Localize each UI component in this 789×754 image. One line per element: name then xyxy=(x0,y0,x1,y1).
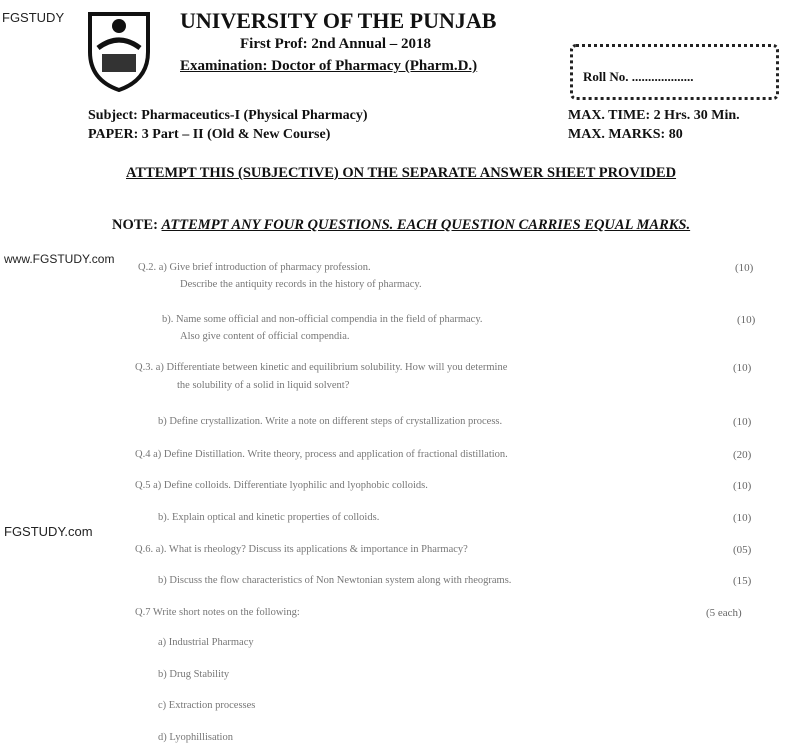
question-marks: (10) xyxy=(733,416,752,428)
max-marks: MAX. MARKS: 80 xyxy=(568,127,683,142)
watermark: www.FGSTUDY.com xyxy=(4,252,115,266)
question-text: b). Name some official and non-official compendia in the field of pharmacy. xyxy=(162,314,483,325)
question-text: b). Explain optical and kinetic properties of colloids. xyxy=(158,512,380,523)
question-text: Also give content of official compendia. xyxy=(180,331,350,342)
note xyxy=(112,217,690,234)
question-marks: (5 each) xyxy=(706,607,742,619)
question-text: a) Industrial Pharmacy xyxy=(158,637,254,648)
note-label: NOTE: xyxy=(112,217,158,233)
question-text: Q.5 a) Define colloids. Differentiate lyophilic and lyophobic colloids. xyxy=(135,480,428,491)
question-text: Describe the antiquity records in the history of pharmacy. xyxy=(180,279,422,290)
question-marks: (10) xyxy=(733,362,752,374)
question-marks: (10) xyxy=(737,314,756,326)
question-text: b) Drug Stability xyxy=(158,669,230,680)
question-marks: (05) xyxy=(733,544,752,556)
question-marks: (10) xyxy=(733,512,752,524)
exam-line: First Prof: 2nd Annual – 2018 xyxy=(240,36,431,52)
question-text: b) Discuss the flow characteristics of Non Newtonian system along with rheograms. xyxy=(158,575,512,586)
question-text: Q.4 a) Define Distillation. Write theory, process and application of fractional distillation. xyxy=(135,449,508,460)
question-text: Q.6. a). What is rheology? Discuss its applications & importance in Pharmacy? xyxy=(135,544,468,555)
examination-title: Examination: Doctor of Pharmacy (Pharm.D.) xyxy=(180,58,478,74)
question-text: c) Extraction processes xyxy=(158,700,256,711)
subject-line: Subject: Pharmaceutics-I (Physical Pharmacy) xyxy=(88,108,368,123)
question-text: the solubility of a solid in liquid solvent? xyxy=(177,380,350,391)
question-text: b) Define crystallization. Write a note on different steps of crystallization process. xyxy=(158,416,503,427)
question-marks: (10) xyxy=(735,262,754,274)
watermark: FGSTUDY xyxy=(2,10,65,25)
university-title: UNIVERSITY OF THE PUNJAB xyxy=(180,8,497,33)
question-text: Q.3. a) Differentiate between kinetic and equilibrium solubility. How will you determine xyxy=(135,362,508,373)
roll-number-field: Roll No. ................... xyxy=(583,69,694,84)
question-marks: (10) xyxy=(733,480,752,492)
university-logo-icon xyxy=(84,8,154,92)
question-marks: (20) xyxy=(733,449,752,461)
paper-line: PAPER: 3 Part – II (Old & New Course) xyxy=(88,127,331,142)
question-text: Q.2. a) Give brief introduction of pharmacy profession. xyxy=(138,262,371,273)
question-text: Q.7 Write short notes on the following: xyxy=(135,607,300,618)
watermark: FGSTUDY.com xyxy=(4,524,93,539)
max-time: MAX. TIME: 2 Hrs. 30 Min. xyxy=(568,108,740,123)
note-text: ATTEMPT ANY FOUR QUESTIONS. EACH QUESTION CARRIES EQUAL MARKS. xyxy=(161,217,691,233)
attempt-instruction: ATTEMPT THIS (SUBJECTIVE) ON THE SEPARATE ANSWER SHEET PROVIDED xyxy=(126,165,677,181)
roll-number-box xyxy=(570,44,779,100)
question-marks: (15) xyxy=(733,575,752,587)
question-text: d) Lyophillisation xyxy=(158,732,233,743)
